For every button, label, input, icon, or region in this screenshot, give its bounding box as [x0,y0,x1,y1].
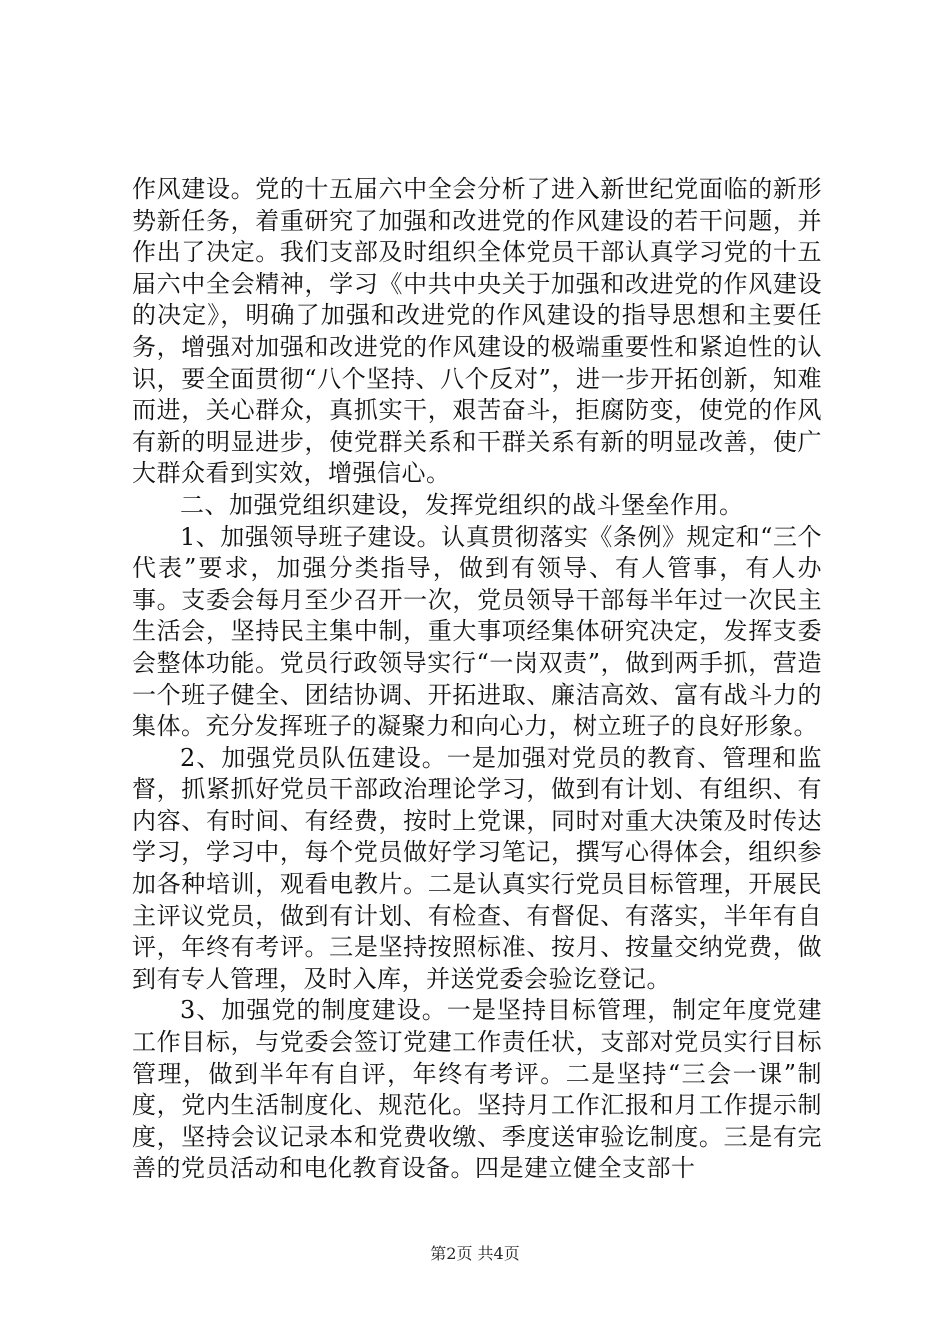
page-number: 第2页 共4页 [430,1244,520,1263]
section-heading: 二、加强党组织建设，发挥党组织的战斗堡垒作用。 [180,490,744,519]
paragraph-members: 2、加强党员队伍建设。一是加强对党员的教育、管理和监督，抓紧抓好党员干部政治理论学习，做到有计划、有组织、有内容、有时间、有经费，按时上党课，同时对重大决策及时传达学习，学习中，每个党员做好学习笔记，撰写心得体会，组织参加各种培训，观看电教片。二是认真实行党员目标管理，开展民主评议党员，做到有计划、有检查、有督促、有落实，半年有自评，年终有考评。三是坚持按照标准、按月、按量交纳党费，做到有专人管理，及时入库，并送党委会验讫登记。 [132,743,822,993]
paragraph-system: 3、加强党的制度建设。一是坚持目标管理，制定年度党建工作目标，与党委会签订党建工作责任状，支部对党员实行目标管理，做到半年有自评，年终有考评。二是坚持“三会一课”制度，党内生活制度化、规范化。坚持月工作汇报和月工作提示制度，坚持会议记录本和党费收缴、季度送审验讫制度。三是有完善的党员活动和电化教育设备。四是建立健全支部十 [132,996,822,1183]
paragraph-leadership: 1、加强领导班子建设。认真贯彻落实《条例》规定和“三个代表”要求，加强分类指导，做到有领导、有人管事，有人办事。支委会每月至少召开一次，党员领导干部每半年过一次民主生活会，坚持民主集中制，重大事项经集体研究决定，发挥支委会整体功能。党员行政领导实行“一岗双责”，做到两手抓，营造一个班子健全、团结协调、开拓进取、廉洁高效、富有战斗力的集体。充分发挥班子的凝聚力和向心力，树立班子的良好形象。 [132,522,822,741]
document-body [132,174,822,1185]
paragraph-continuation: 作风建设。党的十五届六中全会分析了进入新世纪党面临的新形势新任务，着重研究了加强和改进党的作风建设的若干问题，并作出了决定。我们支部及时组织全体党员干部认真学习党的十五届六中全会精神，学习《中共中央关于加强和改进党的作风建设的决定》，明确了加强和改进党的作风建设的指导思想和主要任务，增强对加强和改进党的作风建设的极端重要性和紧迫性的认识，要全面贯彻“八个坚持、八个反对”，进一步开拓创新，知难而进，关心群众，真抓实干，艰苦奋斗，拒腐防变，使党的作风有新的明显进步，使党群关系和干群关系有新的明显改善，使广大群众看到实效，增强信心。 [132,175,822,488]
